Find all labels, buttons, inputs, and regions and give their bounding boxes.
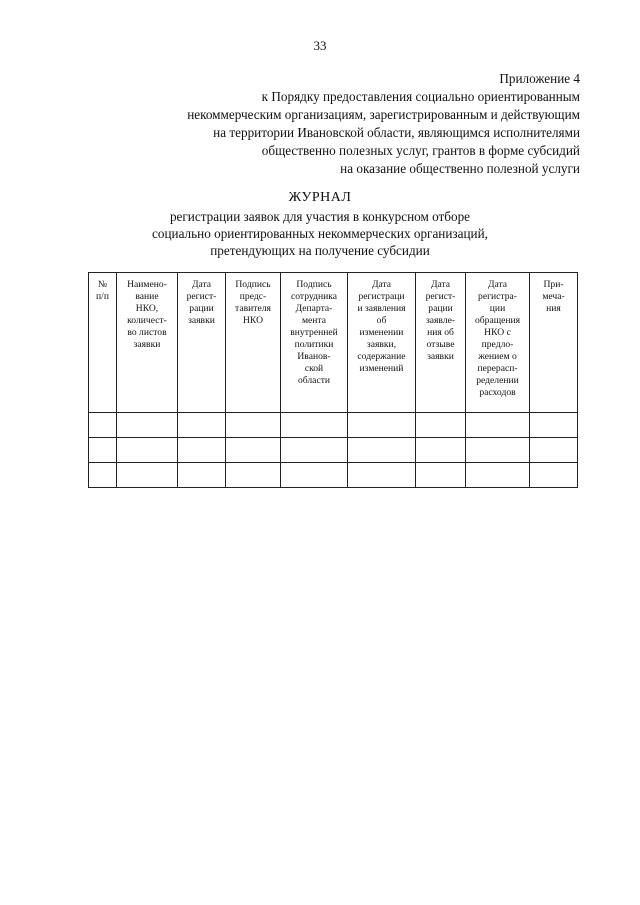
column-header-line: ской: [304, 363, 324, 374]
table-cell: [117, 413, 178, 438]
appendix-line: на оказание общественно полезной услуги: [340, 161, 580, 176]
column-header-nko-name: [117, 273, 178, 413]
column-header-line: предло-: [481, 339, 514, 350]
column-header-line: ния: [546, 303, 561, 314]
column-header-line: политики: [294, 339, 334, 350]
column-header-line: Дата: [191, 279, 212, 290]
column-header-withdrawal-date: [416, 273, 466, 413]
column-header-line: №: [97, 279, 108, 290]
table-cell: [530, 463, 578, 488]
table-cell: [178, 463, 226, 488]
column-header-line: предс-: [239, 291, 267, 302]
column-header-employee-signature: [281, 273, 348, 413]
column-header-line: Департа-: [295, 303, 333, 314]
table-cell: [89, 463, 117, 488]
appendix-line: общественно полезных услуг, грантов в форме субсидий: [261, 143, 580, 158]
journal-subtitle-line: социально ориентированных некоммерческих организаций,: [152, 226, 488, 241]
table-cell: [348, 463, 416, 488]
column-header-line: во листов: [127, 327, 167, 338]
column-header-line: об: [376, 315, 387, 326]
column-header-line: регист-: [425, 291, 456, 302]
table-cell: [348, 438, 416, 463]
table-cell: [530, 438, 578, 463]
column-header-line: регист-: [186, 291, 217, 302]
journal-subtitle-line: регистрации заявок для участия в конкурсном отборе: [169, 209, 471, 224]
table-cell: [226, 463, 281, 488]
table-cell: [416, 438, 466, 463]
column-header-line: мента: [301, 315, 327, 326]
column-header-line: Иванов-: [297, 351, 331, 362]
column-header-line: и заявления: [357, 303, 406, 314]
table-cell: [416, 413, 466, 438]
table-row: [89, 413, 578, 438]
column-header-line: п/п: [96, 291, 109, 302]
journal-title: ЖУРНАЛ: [288, 190, 352, 205]
appendix-line: некоммерческим организациям, зарегистрированным и действующим: [187, 107, 580, 122]
column-header-line: заявки: [427, 351, 454, 362]
column-header-change-date: [348, 273, 416, 413]
column-header-line: заявки,: [366, 339, 397, 350]
journal-subtitle-line: претендующих на получение субсидии: [210, 243, 430, 258]
column-header-line: изменений: [359, 363, 404, 374]
column-header-line: Дата: [430, 279, 451, 290]
column-header-representative-signature: [226, 273, 281, 413]
column-header-line: заявки: [133, 339, 161, 350]
table-cell: [226, 438, 281, 463]
table-cell: [226, 413, 281, 438]
table-header-row: [89, 273, 578, 413]
column-header-line: внутренней: [290, 327, 338, 338]
column-header-line: обращения: [474, 315, 521, 326]
table-cell: [466, 463, 530, 488]
table-cell: [466, 413, 530, 438]
table-cell: [117, 463, 178, 488]
column-header-line: жением о: [478, 351, 517, 362]
column-header-line: рации: [189, 303, 214, 314]
appendix-line: Приложение 4: [499, 71, 580, 86]
column-header-line: количест-: [127, 315, 167, 326]
column-header-redistribution-date: [466, 273, 530, 413]
column-header-line: регистра-: [478, 291, 517, 302]
column-header-line: Наимено-: [127, 279, 167, 290]
table-cell: [530, 413, 578, 438]
column-header-line: изменении: [359, 327, 404, 338]
column-header-line: содержание: [357, 351, 406, 362]
table-cell: [178, 413, 226, 438]
table-cell: [281, 413, 348, 438]
column-header-line: При-: [543, 279, 564, 290]
column-header-line: Дата: [487, 279, 508, 290]
table-cell: [178, 438, 226, 463]
table-cell: [348, 413, 416, 438]
appendix-header: [110, 70, 580, 178]
appendix-line: к Порядку предоставления социально ориентированным: [261, 89, 580, 104]
table-row: [89, 438, 578, 463]
column-header-line: заявки: [188, 315, 215, 326]
column-header-line: ния об: [427, 327, 454, 338]
column-header-line: НКО с: [484, 327, 511, 338]
column-header-line: Подпись: [296, 279, 332, 290]
journal-subtitle: [0, 208, 640, 259]
column-header-line: вание: [135, 291, 159, 302]
column-header-line: перерасп-: [477, 363, 518, 374]
column-header-line: ции: [489, 303, 506, 314]
column-header-line: тавителя: [235, 303, 271, 314]
column-header-line: меча-: [542, 291, 565, 302]
column-header-line: регистраци: [358, 291, 405, 302]
table-cell: [416, 463, 466, 488]
column-header-line: сотрудника: [290, 291, 338, 302]
registration-table: [88, 272, 578, 488]
page-number: 33: [313, 38, 327, 53]
column-header-line: НКО,: [135, 303, 159, 314]
table-cell: [466, 438, 530, 463]
table-row: [89, 463, 578, 488]
column-header-line: области: [297, 375, 331, 386]
column-header-line: заявле-: [425, 315, 456, 326]
table-cell: [117, 438, 178, 463]
column-header-line: расходов: [479, 387, 516, 398]
column-header-line: рации: [428, 303, 453, 314]
column-header-line: Дата: [371, 279, 392, 290]
column-header-line: НКО: [242, 315, 264, 326]
column-header-line: Подпись: [235, 279, 271, 290]
table-cell: [281, 438, 348, 463]
column-header-line: ределении: [476, 375, 519, 386]
table-cell: [281, 463, 348, 488]
appendix-line: на территории Ивановской области, являющимся исполнителями: [213, 125, 580, 140]
column-header-registration-date: [178, 273, 226, 413]
table-cell: [89, 438, 117, 463]
column-header-notes: [530, 273, 578, 413]
table-cell: [89, 413, 117, 438]
column-header-number: [89, 273, 117, 413]
column-header-line: отзыве: [426, 339, 455, 350]
